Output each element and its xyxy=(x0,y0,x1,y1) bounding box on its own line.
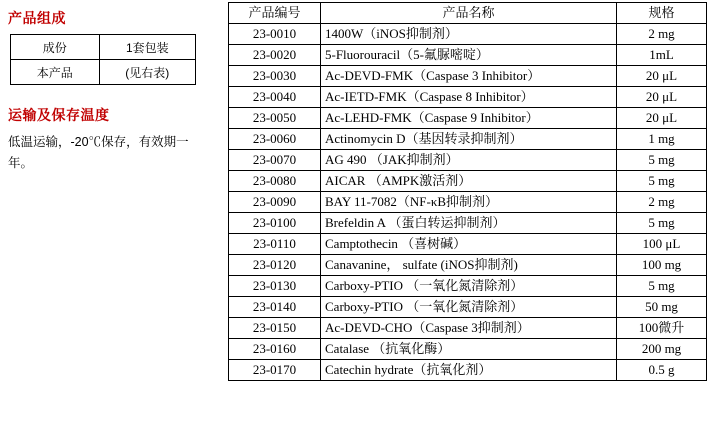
product-code: 23-0090 xyxy=(229,192,321,213)
product-name: Brefeldin A （蛋白转运抑制剂） xyxy=(321,213,617,234)
product-code: 23-0170 xyxy=(229,360,321,381)
product-spec: 20 μL xyxy=(617,108,707,129)
table-row xyxy=(229,24,707,45)
product-code: 23-0030 xyxy=(229,66,321,87)
composition-cell: 成份 xyxy=(11,35,100,60)
product-name: Catalase （抗氧化酶） xyxy=(321,339,617,360)
product-code: 23-0130 xyxy=(229,276,321,297)
product-name: AICAR （AMPK激活剂） xyxy=(321,171,617,192)
product-code: 23-0140 xyxy=(229,297,321,318)
product-code: 23-0040 xyxy=(229,87,321,108)
product-spec: 20 μL xyxy=(617,87,707,108)
table-row xyxy=(229,192,707,213)
table-row xyxy=(229,45,707,66)
product-spec: 2 mg xyxy=(617,24,707,45)
product-code: 23-0060 xyxy=(229,129,321,150)
product-code: 23-0150 xyxy=(229,318,321,339)
column-header-code: 产品编号 xyxy=(229,3,321,24)
product-table-body xyxy=(229,24,707,381)
product-spec: 100 μL xyxy=(617,234,707,255)
product-name: Actinomycin D（基因转录抑制剂） xyxy=(321,129,617,150)
product-code: 23-0120 xyxy=(229,255,321,276)
product-spec: 5 mg xyxy=(617,171,707,192)
table-row xyxy=(229,87,707,108)
column-header-spec: 规格 xyxy=(617,3,707,24)
table-row xyxy=(229,66,707,87)
composition-cell: (见右表) xyxy=(99,60,195,85)
table-row xyxy=(229,318,707,339)
table-row xyxy=(229,234,707,255)
product-spec: 5 mg xyxy=(617,150,707,171)
table-row xyxy=(229,339,707,360)
product-name: Carboxy-PTIO （一氧化氮清除剂） xyxy=(321,297,617,318)
table-header-row xyxy=(229,3,707,24)
composition-cell: 1套包装 xyxy=(99,35,195,60)
product-name: 1400W（iNOS抑制剂） xyxy=(321,24,617,45)
product-name: Ac-DEVD-CHO（Caspase 3抑制剂） xyxy=(321,318,617,339)
spacer xyxy=(6,85,214,105)
column-header-name: 产品名称 xyxy=(321,3,617,24)
product-code: 23-0020 xyxy=(229,45,321,66)
composition-heading: 产品组成 xyxy=(8,10,66,26)
table-row xyxy=(229,171,707,192)
product-table-wrapper xyxy=(228,2,706,381)
table-row xyxy=(229,360,707,381)
shipping-heading: 运输及保存温度 xyxy=(8,107,110,123)
product-table xyxy=(228,2,707,381)
product-spec: 5 mg xyxy=(617,276,707,297)
table-row xyxy=(229,129,707,150)
product-code: 23-0080 xyxy=(229,171,321,192)
product-code: 23-0050 xyxy=(229,108,321,129)
product-name: 5-Fluorouracil（5-氟脲嘧啶） xyxy=(321,45,617,66)
product-name: Ac-DEVD-FMK（Caspase 3 Inhibitor） xyxy=(321,66,617,87)
product-name: BAY 11-7082（NF-κB抑制剂） xyxy=(321,192,617,213)
product-spec: 50 mg xyxy=(617,297,707,318)
product-name: Catechin hydrate（抗氧化剂） xyxy=(321,360,617,381)
product-name: AG 490 （JAK抑制剂） xyxy=(321,150,617,171)
product-name: Ac-IETD-FMK（Caspase 8 Inhibitor） xyxy=(321,87,617,108)
composition-cell: 本产品 xyxy=(11,60,100,85)
product-name: Camptothecin （喜树碱） xyxy=(321,234,617,255)
product-name: Canavanine， sulfate (iNOS抑制剂) xyxy=(321,255,617,276)
product-code: 23-0010 xyxy=(229,24,321,45)
product-spec: 2 mg xyxy=(617,192,707,213)
product-spec: 1 mg xyxy=(617,129,707,150)
product-code: 23-0100 xyxy=(229,213,321,234)
product-spec: 0.5 g xyxy=(617,360,707,381)
product-spec: 20 μL xyxy=(617,66,707,87)
table-row xyxy=(229,297,707,318)
table-row xyxy=(229,150,707,171)
table-row xyxy=(11,60,196,85)
product-name: Ac-LEHD-FMK（Caspase 9 Inhibitor） xyxy=(321,108,617,129)
table-row xyxy=(229,276,707,297)
table-row xyxy=(229,255,707,276)
product-spec: 100微升 xyxy=(617,318,707,339)
composition-table xyxy=(10,34,196,85)
left-column xyxy=(0,0,222,437)
table-row xyxy=(229,213,707,234)
product-name: Carboxy-PTIO （一氧化氮清除剂） xyxy=(321,276,617,297)
product-code: 23-0110 xyxy=(229,234,321,255)
shipping-text: 低温运输，-20℃保存，有效期一年。 xyxy=(8,135,189,170)
product-spec: 200 mg xyxy=(617,339,707,360)
table-row xyxy=(11,35,196,60)
product-spec: 1mL xyxy=(617,45,707,66)
table-row xyxy=(229,108,707,129)
product-spec: 5 mg xyxy=(617,213,707,234)
product-spec: 100 mg xyxy=(617,255,707,276)
product-code: 23-0070 xyxy=(229,150,321,171)
product-code: 23-0160 xyxy=(229,339,321,360)
